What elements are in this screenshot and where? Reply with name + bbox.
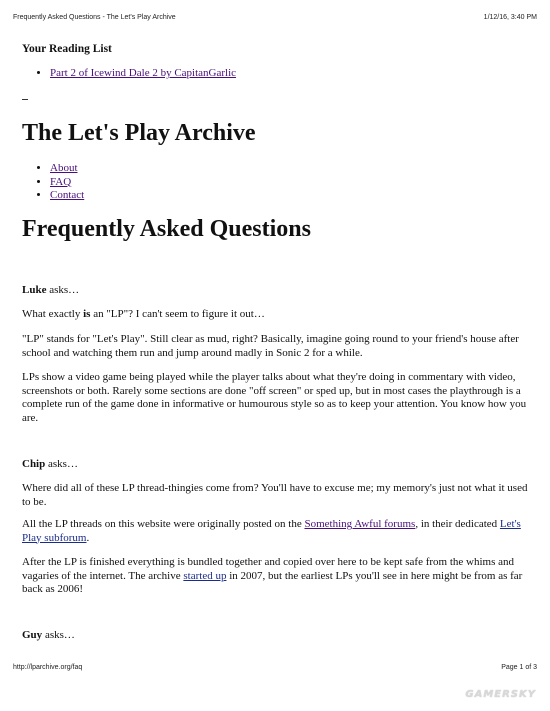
print-footer	[13, 664, 537, 676]
asks-suffix: asks…	[42, 629, 75, 641]
faq-question: Where did all of these LP thread-thingies come from? You'll have to excuse me; my memory's just not what it used to be.	[22, 482, 528, 508]
started-up-link[interactable]: started up	[183, 569, 227, 582]
nav-item-faq	[50, 176, 84, 190]
lets-play-subforum-link[interactable]: Let's Play subforum	[22, 518, 521, 544]
asker-name: Chip	[22, 458, 46, 470]
reading-list	[22, 67, 236, 79]
nav-link-about[interactable]: About	[50, 162, 78, 174]
faq-asker-line	[22, 629, 532, 643]
page-heading: Frequently Asked Questions	[22, 216, 311, 242]
nav-link-contact[interactable]: Contact	[50, 189, 85, 201]
nav-link-faq[interactable]: FAQ	[50, 175, 72, 188]
faq-asker-line	[22, 458, 532, 472]
reading-list-title: Your Reading List	[22, 43, 112, 55]
faq-asker-line	[22, 284, 532, 298]
asker-name: Guy	[22, 629, 43, 641]
print-header	[13, 14, 537, 26]
emphasis: is	[83, 308, 91, 320]
site-title: The Let's Play Archive	[22, 120, 256, 146]
faq-answer: All the LP threads on this website were originally posted on the Something Awful forums, in their dedicated Let's Play subforum.	[22, 518, 521, 544]
print-footer-page-number: Page 1 of 3	[501, 664, 537, 671]
faq-answer: LPs show a video game being played while the player talks about what they're doing in commentary with video, screenshots or both. Rarely some sections are done "off screen" or sped up, but in most cases the playthrough is a complete run of the game done in informative or humourous style so as to keep your attention. You know how you are.	[22, 371, 527, 424]
nav-item-contact	[50, 189, 84, 203]
print-footer-url: http://lparchive.org/faq	[13, 664, 83, 671]
print-header-title: Frequently Asked Questions - The Let's Play Archive	[13, 14, 176, 21]
asks-suffix: asks…	[46, 284, 80, 296]
print-header-timestamp: 1/12/16, 3:40 PM	[483, 14, 537, 21]
faq-question: What exactly is an "LP"? I can't seem to figure it out…	[22, 308, 265, 320]
nav-item-about	[50, 162, 84, 176]
faq-answer: "LP" stands for "Let's Play". Still clear as mud, right? Basically, imagine going round to your friend's house after school and watching them run and jump around madly in Sonic 2 for a while.	[22, 333, 519, 359]
reading-list-link[interactable]: Part 2 of Icewind Dale 2 by CapitanGarlic	[50, 67, 237, 79]
reading-list-item	[50, 67, 236, 79]
watermark-logo: GAMERSKY	[465, 689, 536, 700]
asks-suffix: asks…	[45, 458, 78, 470]
site-nav	[22, 162, 84, 203]
faq-answer: After the LP is finished everything is bundled together and copied over here to be kept safe from the whims and vagaries of the internet. The archive started up in 2007, but the earliest LPs you'll see in here might be from as far back as 2006!	[22, 556, 523, 595]
something-awful-forums-link[interactable]: Something Awful forums	[304, 518, 416, 530]
separator	[22, 99, 28, 100]
asker-name: Luke	[22, 284, 47, 296]
